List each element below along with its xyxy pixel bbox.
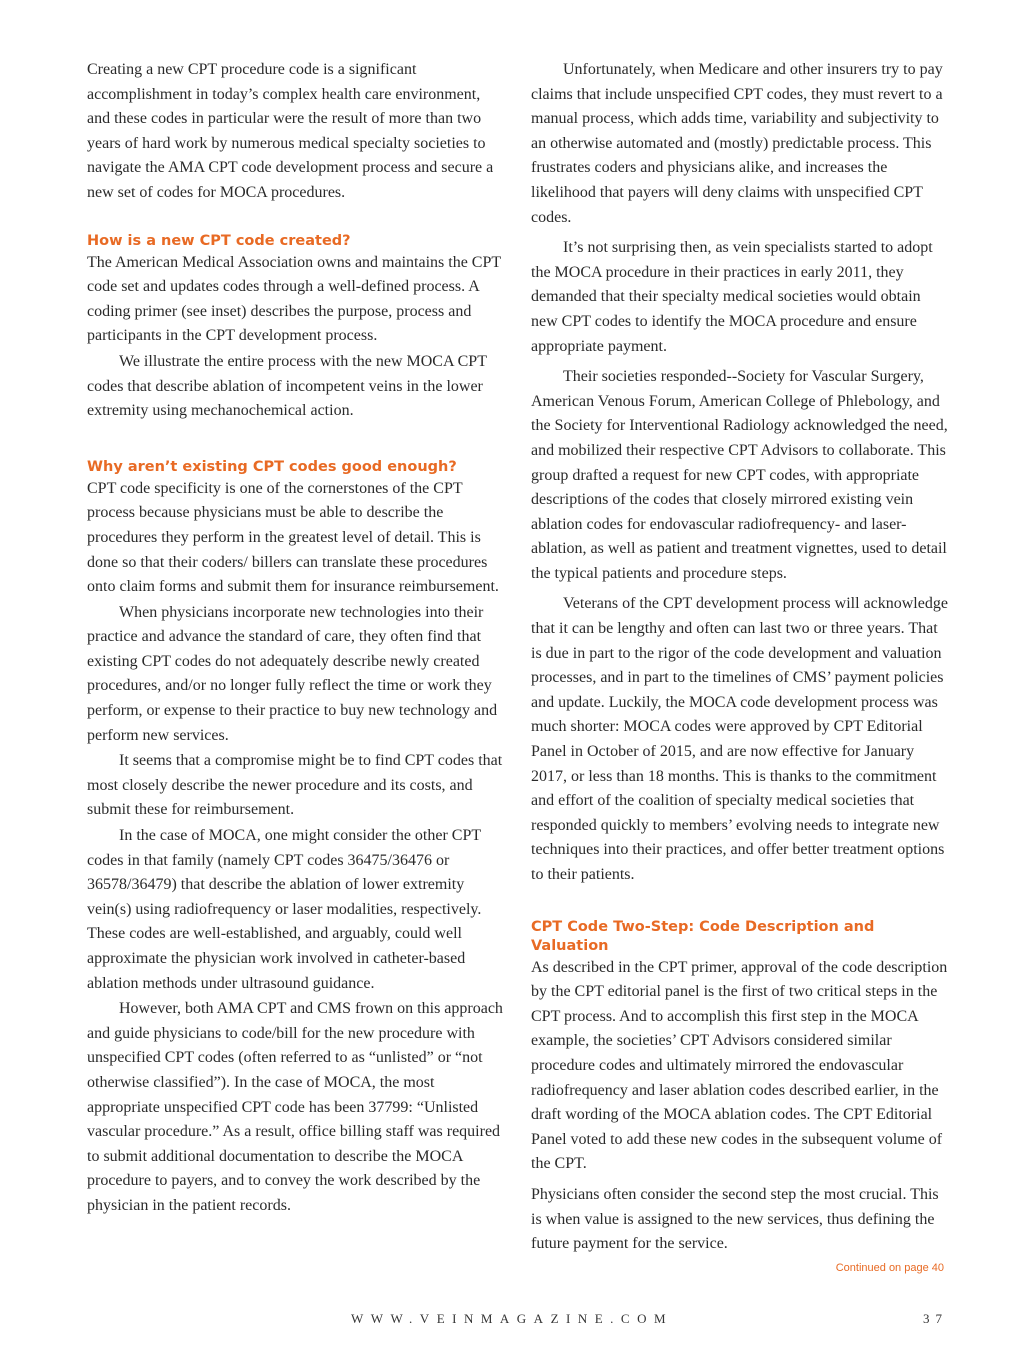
heading-why-not-good-enough: Why aren’t existing CPT codes good enough? xyxy=(87,458,457,475)
paragraph: Physicians often consider the second step the most crucial. This is when value is assigned to the new services, thus defining the future payment for the service. xyxy=(531,1185,939,1253)
paragraph: We illustrate the entire process with the new MOCA CPT codes that describe ablation of incompetent veins in the lower extremity using mechanochemical action. xyxy=(87,352,487,420)
footer-url: WWW.VEINMAGAZINE.COM xyxy=(350,1311,674,1326)
paragraph: The American Medical Association owns and maintains the CPT code set and updates codes through a well-defined process. A coding primer (see inset) describes the purpose, process and participants in the CPT development process. xyxy=(87,253,501,345)
paragraph: When physicians incorporate new technologies into their practice and advance the standard of care, they often find that existing CPT codes do not adequately describe newly created procedures, and/or no longer fully reflect the time or work they perform, or expense to their practice to buy new technology and perform new services. xyxy=(87,603,498,744)
left-column xyxy=(87,58,507,1219)
right-column xyxy=(531,58,949,1257)
paragraph: CPT code specificity is one of the cornerstones of the CPT process because physicians must be able to describe the procedures they perform in the greatest level of detail. This is done so that their coders/ billers can translate these procedures onto claim forms and submit them for insurance reimbursement. xyxy=(87,479,499,596)
intro-paragraph: Creating a new CPT procedure code is a significant accomplishment in today’s complex health care environment, and these codes in particular were the result of more than two years of hard work by numerous medical specialty societies to navigate the AMA CPT code development process and secure a new set of codes for MOCA procedures. xyxy=(87,61,494,201)
paragraph: Veterans of the CPT development process will acknowledge that it can be lengthy and often can last two or three years. That is due in part to the rigor of the code development and valuation processes, and in part to the timelines of CMS’ payment policies and update. Luckily, the MOCA code development process was much shorter: MOCA codes were approved by CPT Editorial Panel in October of 2015, and are now effective for January 2017, or less than 18 months. This is thanks to the commitment and effort of the coalition of specialty medical societies that responded quickly to members’ evolving needs to integrate new techniques into their practices, and offer better treatment options to their patients. xyxy=(531,595,948,883)
heading-two-step: CPT Code Two-Step: Code Description and Valuation xyxy=(531,918,875,954)
paragraph: It’s not surprising then, as vein specialists started to adopt the MOCA procedure in their practices in early 2011, they demanded that their specialty medical societies would obtain new CPT codes to identify the MOCA procedure and ensure appropriate payment. xyxy=(531,239,933,355)
paragraph: It seems that a compromise might be to find CPT codes that most closely describe the newer procedure and its costs, and submit these for reimbursement. xyxy=(87,752,503,819)
heading-how-created: How is a new CPT code created? xyxy=(87,232,351,249)
paragraph: As described in the CPT primer, approval of the code description by the CPT editorial panel is the first of two critical steps in the CPT process. And to accomplish this first step in the MOCA example, the societies’ CPT Advisors considered similar procedure codes and ultimately mirrored the endovascular radiofrequency and laser ablation codes described earlier, in the draft wording of the MOCA ablation codes. The CPT Editorial Panel voted to add these new codes in the subsequent volume of the CPT. xyxy=(531,958,948,1173)
paragraph: Unfortunately, when Medicare and other insurers try to pay claims that include unspecified CPT codes, they must revert to a manual process, which adds time, variability and subjectivity to an otherwise automated and (mostly) predictable process. This frustrates coders and physicians alike, and increases the likelihood that payers will deny claims with unspecified CPT codes. xyxy=(531,61,943,226)
paragraph: In the case of MOCA, one might consider the other CPT codes in that family (namely CPT codes 36475/36476 or 36578/36479) that describe the ablation of lower extremity vein(s) using radiofrequency or laser modalities, respectively. These codes are well-established, and arguably, could well approximate the physician work involved in catheter-based ablation methods under ultrasound guidance. xyxy=(87,827,482,992)
page-number: 37 xyxy=(923,1311,948,1326)
paragraph: However, both AMA CPT and CMS frown on this approach and guide physicians to code/bill for the new procedure with unspecified CPT codes (often referred to as “unlisted” or “not otherwise classified”). In the case of MOCA, the most appropriate unspecified CPT code has been 37799: “Unlisted vascular procedure.” As a result, office billing staff was required to submit additional documentation to describe the MOCA procedure to payers, and to convey the work described by the physician in the patient records. xyxy=(87,1000,503,1214)
paragraph: Their societies responded--Society for Vascular Surgery, American Venous Forum, American College of Phlebology, and the Society for Interventional Radiology acknowledged the need, and mobilized their respective CPT Advisors to collaborate. This group drafted a request for new CPT codes, with appropriate descriptions of the codes that closely mirrored existing vein ablation codes for endovascular radiofrequency- and laser-ablation, as well as patient and treatment vignettes, used to detail the typical patients and procedure steps. xyxy=(531,368,948,582)
continued-note: Continued on page 40 xyxy=(835,1262,944,1274)
